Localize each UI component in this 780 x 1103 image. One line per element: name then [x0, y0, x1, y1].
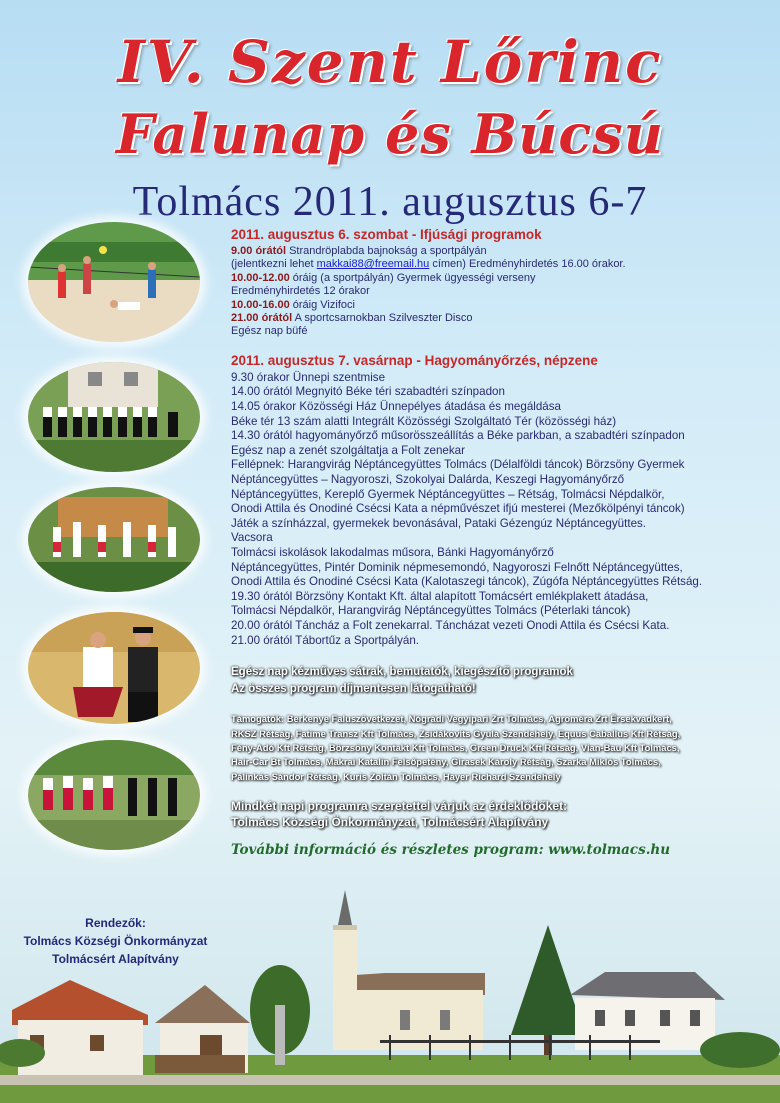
sponsor-line: RKSZ Rétság, Fatime Transz Kft Tolmács, Zsidákovits Gyula Szendehely, Equus Caballus Kft Rétság,	[231, 727, 681, 739]
day2-program-list	[231, 371, 761, 648]
day2-program-line: Néptáncegyüttes – Nagyoroszi, Szokolyai Dalárda, Keszegi Hagyományőrző	[231, 473, 625, 486]
day2-program-line: Tolmácsi iskolások lakodalmas műsora, Bánki Hagyományőrző	[231, 545, 554, 559]
day2-program-line: 14.00 órától Megnyitó Béke téri szabadtéri színpadon	[231, 385, 505, 399]
day2-program-line: 14.30 órától hagyományőrző műsorösszeállítás a Béke parkban, a szabadtéri színpadon	[231, 429, 685, 443]
welcome-line: Mindkét napi programra szeretettel várjuk az érdeklődőket:	[231, 799, 568, 814]
day2-program-line: 20.00 órától Táncház a Folt zenekarral. Táncházat vezeti Onodi Attila és Csécsi Kata.	[231, 618, 670, 632]
day2-program-line: Egész nap a zenét szolgáltatja a Folt zenekar	[231, 443, 465, 457]
day1-item: Egész nap büfé	[231, 325, 308, 338]
welcome-hosts: Tolmács Községi Önkormányzat, Tolmácsért Alapítvány	[231, 815, 549, 830]
photo-children-dancers	[28, 487, 200, 592]
organizer-foundation: Tolmácsért Alapítvány	[52, 952, 179, 966]
village-illustration	[0, 885, 780, 1103]
day2-program-line: 9.30 órakor Ünnepi szentmise	[231, 370, 386, 384]
day2-program-line: Néptáncegyüttes, Pintér Dominik népmesemondó, Nagyoroszi Felnőtt Néptáncegyüttes,	[231, 560, 683, 574]
day2-program-line: 19.30 órától Börzsöny Kontakt Kft. által alapított Tomácsért emlékplakett átadása,	[231, 589, 649, 603]
day1-item: (jelentkezni lehet makkai88@freemail.hu címen) Eredményhirdetés 16.00 órakor.	[231, 258, 626, 271]
day2-program-line: Onodi Attila és Onodiné Csécsi Kata (Kalotaszegi táncok), Zúgófa Néptáncegyüttes Rétság.	[231, 575, 703, 589]
day2-program-line: 14.05 órakor Közösségi Ház Ünnepélyes átadása és megáldása	[231, 400, 561, 414]
email-link[interactable]: makkai88@freemail.hu	[316, 258, 430, 271]
day1-item: 21.00 órától A sportcsarnokban Szilveszter Disco	[231, 312, 473, 325]
sponsors-list	[231, 712, 761, 784]
day1-item: 10.00-12.00 óráig (a sportpályán) Gyermek ügyességi verseny	[231, 271, 536, 284]
title-line-2: Falunap és Búcsú	[116, 102, 664, 166]
sponsor-line: Hair-Car Bt Tolmács, Makrai Katalin Felsőpetény, Girasek Károly Rétság, Szarka Miklós Tolmács,	[231, 756, 661, 768]
organizer-municipality: Tolmács Községi Önkormányzat	[23, 934, 208, 948]
sponsor-line: Fény-Adó Kft Rétság, Börzsöny Kontakt Kft Tolmács, Green Druck Kft Rétság, Vian-Bau Kft Tolmács,	[231, 741, 680, 753]
day2-heading: 2011. augusztus 7. vasárnap - Hagyományőrzés, népzene	[231, 352, 598, 368]
note-free-entry: Az összes program díjmentesen látogatható!	[231, 683, 476, 696]
day2-program-line: Fellépnek: Harangvirág Néptáncegyüttes Tolmács (Délalföldi táncok) Börzsöny Gyermek	[231, 458, 685, 472]
organizers-label: Rendezők:	[85, 916, 146, 930]
photo-beach-volleyball	[28, 222, 200, 342]
day2-program-line: Tolmácsi Népdalkör, Harangvirág Néptáncegyüttes Tolmács (Péterlaki táncok)	[231, 604, 631, 618]
day2-program-line: 21.00 órától Tábortűz a Sportpályán.	[231, 633, 419, 647]
day2-program-line: Játék a színházzal, gyermekek bevonásával, Pataki Gézengúz Néptáncegyüttes.	[231, 516, 647, 530]
more-info-link[interactable]: További információ és részletes program: www.tolmacs.hu	[231, 842, 671, 859]
day1-item: 9.00 órától Strandröplabda bajnokság a sportpályán	[231, 245, 487, 257]
day2-program-line: Néptáncegyüttes, Kereplő Gyermek Néptáncegyüttes – Rétság, Tolmácsi Népdalkör,	[231, 487, 665, 501]
day1-heading: 2011. augusztus 6. szombat - Ifjúsági programok	[231, 227, 542, 242]
photo-folk-singers	[28, 362, 200, 472]
day1-item: 10.00-16.00 óráig Vizifoci	[231, 298, 355, 311]
sponsor-line: Pálinkás Sándor Rétság, Kuris Zoltán Tolmács, Hayer Richard Szendehely	[231, 770, 561, 782]
day2-program-line: Onodi Attila és Onodiné Csécsi Kata a népművészet ifjú mesterei (Mezőkölpényi táncok)	[231, 502, 685, 516]
event-date-subtitle: Tolmács 2011. augusztus 6-7	[132, 179, 648, 225]
photo-dancing-couple	[28, 612, 200, 724]
day2-program-line: Vacsora	[231, 531, 273, 545]
day2-program-line: Béke tér 13 szám alatti Integrált Közösségi Szolgáltató Tér (közösségi ház)	[231, 414, 617, 428]
photo-dance-ensemble	[28, 740, 200, 850]
note-crafts: Egész nap kézműves sátrak, bemutatók, kiegészítő programok	[231, 666, 573, 679]
program-content	[231, 227, 761, 858]
day1-item: Eredményhirdetés 12 órakor	[231, 285, 370, 298]
sponsor-line: Támogatók: Berkenye Faluszövetkezet, Nógrádi Vegyipari Zrt Tolmács, Agroméra Zrt Érsekvadkert,	[231, 713, 672, 725]
title-line-1: IV. Szent Lőrinc	[117, 28, 663, 96]
